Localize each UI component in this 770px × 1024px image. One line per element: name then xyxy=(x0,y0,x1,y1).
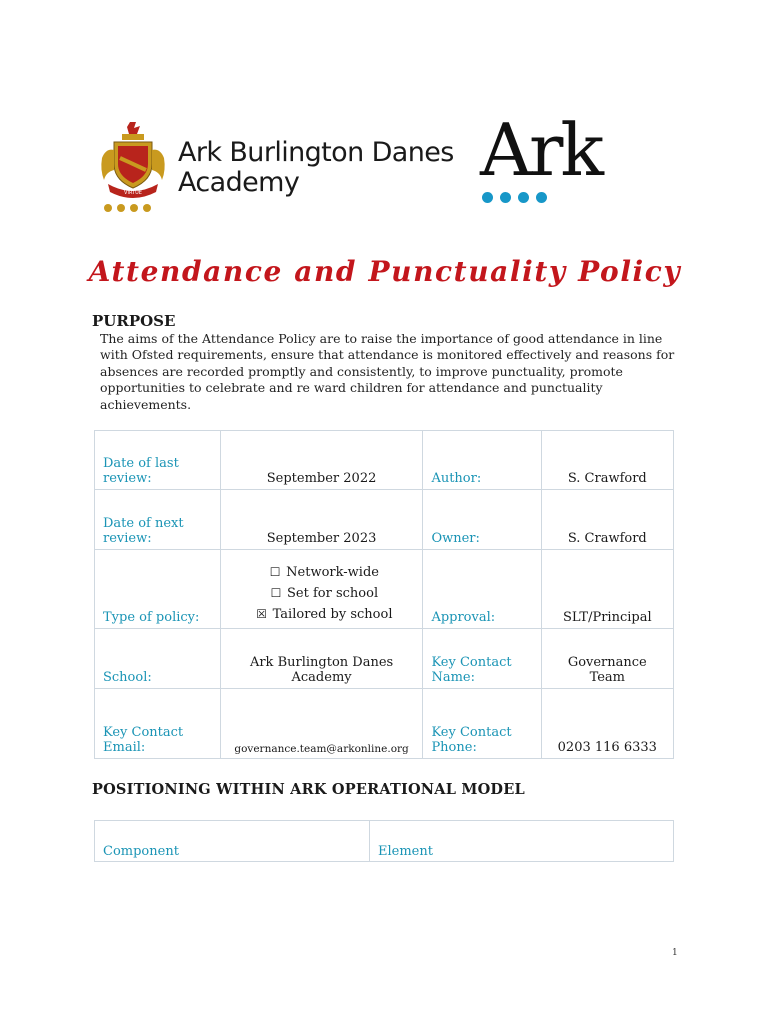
school-label: School: xyxy=(95,629,221,689)
policy-option-label: Network-wide xyxy=(286,565,379,580)
date-last-review-value: September 2022 xyxy=(220,431,423,490)
type-of-policy-options xyxy=(220,550,423,629)
purpose-text: The aims of the Attendance Policy are to raise the importance of good attendance in line with Ofsted requirements, ensure that attendance is monitored effectively and reasons for absences are recorded promptly and consistently, to improve punctuality, promote opportunities to celebrate and re ward children for attendance and punctuality achievements. xyxy=(100,331,675,412)
approval-label: Approval: xyxy=(423,550,541,629)
checkbox-unchecked-icon[interactable]: ☐ xyxy=(269,565,281,579)
key-contact-name-value: Governance Team xyxy=(541,629,673,689)
ark-logo-text: Ark xyxy=(480,108,602,192)
checkbox-unchecked-icon[interactable]: ☐ xyxy=(270,586,282,600)
academy-crest-logo xyxy=(100,118,166,214)
key-contact-phone-value: 0203 116 6333 xyxy=(541,689,673,759)
component-column-header: Component xyxy=(95,821,370,862)
table-row xyxy=(95,490,674,550)
approval-value: SLT/Principal xyxy=(541,550,673,629)
ark-logo-dot xyxy=(518,192,529,203)
date-next-review-label: Date of next review: xyxy=(95,490,221,550)
crest-ribbon-text: VIRTUE xyxy=(124,190,142,196)
owner-label: Owner: xyxy=(423,490,541,550)
table-row xyxy=(95,689,674,759)
ark-logo-dot xyxy=(536,192,547,203)
author-label: Author: xyxy=(423,431,541,490)
school-name-logo xyxy=(178,138,454,198)
key-contact-email-label: Key Contact Email: xyxy=(95,689,221,759)
date-last-review-label: Date of last review: xyxy=(95,431,221,490)
key-contact-phone-label: Key Contact Phone: xyxy=(423,689,541,759)
school-value: Ark Burlington Danes Academy xyxy=(220,629,423,689)
date-next-review-value: September 2023 xyxy=(220,490,423,550)
policy-option-label: Set for school xyxy=(287,586,379,601)
key-contact-email-value[interactable]: governance.team@arkonline.org xyxy=(220,689,423,759)
purpose-heading: PURPOSE xyxy=(92,312,176,330)
table-header-row xyxy=(95,821,674,862)
ark-logo-dot xyxy=(500,192,511,203)
table-row xyxy=(95,431,674,490)
owner-value: S. Crawford xyxy=(541,490,673,550)
school-name-line2: Academy xyxy=(178,167,300,198)
policy-details-table xyxy=(94,430,674,759)
page-number: 1 xyxy=(672,948,678,958)
ark-logo-dot xyxy=(482,192,493,203)
policy-option-tailored-by-school[interactable] xyxy=(229,604,415,625)
policy-option-label: Tailored by school xyxy=(272,607,393,622)
policy-option-network-wide[interactable] xyxy=(229,562,415,583)
type-of-policy-label: Type of policy: xyxy=(95,550,221,629)
positioning-heading: POSITIONING WITHIN ARK OPERATIONAL MODEL xyxy=(92,781,525,798)
operational-model-table xyxy=(94,820,674,862)
policy-title: Attendance and Punctuality Policy xyxy=(88,255,682,288)
checkbox-checked-icon[interactable]: ☒ xyxy=(256,607,268,621)
key-contact-name-label: Key Contact Name: xyxy=(423,629,541,689)
table-row xyxy=(95,550,674,629)
author-value: S. Crawford xyxy=(541,431,673,490)
table-row xyxy=(95,629,674,689)
ark-logo xyxy=(480,108,630,206)
element-column-header: Element xyxy=(370,821,674,862)
policy-option-set-for-school[interactable] xyxy=(229,583,415,604)
school-name-line1: Ark Burlington Danes xyxy=(178,137,454,168)
